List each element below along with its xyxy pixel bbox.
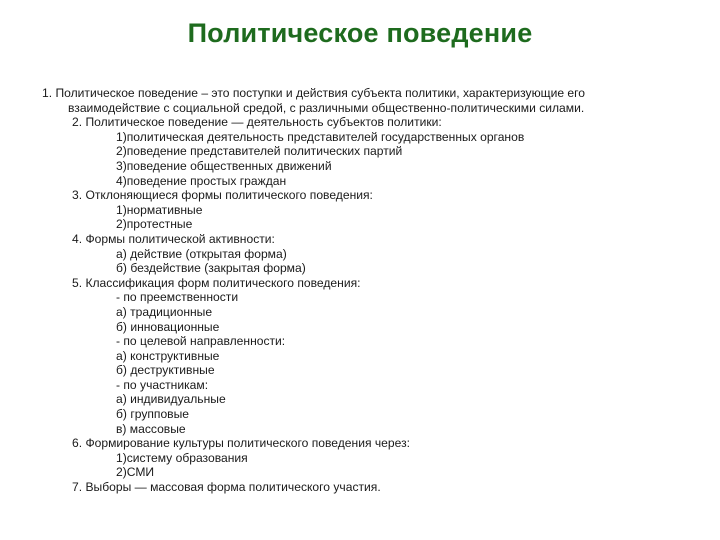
content-line: - по участникам:	[116, 377, 209, 392]
content-line: 2)СМИ	[116, 465, 155, 480]
content-line: 3. Отклоняющиеся формы политического поведения:	[72, 188, 373, 203]
content-line: 4. Формы политической активности:	[72, 231, 275, 246]
content-line: 5. Классификация форм политического поведения:	[72, 275, 361, 290]
content-line: в) массовые	[116, 421, 186, 436]
content-line: 1)нормативные	[116, 202, 203, 217]
content-line: 1)политическая деятельность представителей государственных органов	[116, 129, 525, 144]
content-line: а) действие (открытая форма)	[116, 246, 287, 261]
content-line: б) бездействие (закрытая форма)	[116, 261, 306, 276]
content-line: б) инновационные	[116, 319, 220, 334]
content-line: а) индивидуальные	[116, 392, 226, 407]
content-line: б) деструктивные	[116, 363, 215, 378]
content-line: а) традиционные	[116, 304, 213, 319]
content-line: 1)систему образования	[116, 450, 248, 465]
slide-title: Политическое поведение	[187, 18, 533, 48]
content-line: - по целевой направленности:	[116, 334, 286, 349]
content-line: взаимодействие с социальной средой, с различными общественно-политическими силами.	[68, 100, 585, 115]
content-line: 2)протестные	[116, 217, 193, 232]
content-line: 3)поведение общественных движений	[116, 158, 332, 173]
content-line: а) конструктивные	[116, 348, 220, 363]
content-line: 2. Политическое поведение — деятельность субъектов политики:	[72, 115, 442, 130]
content-line: 7. Выборы — массовая форма политического участия.	[72, 480, 381, 495]
content-line: 2)поведение представителей политических партий	[116, 144, 403, 159]
slide-content	[42, 86, 682, 495]
content-line: 4)поведение простых граждан	[116, 173, 287, 188]
content-line: б) групповые	[116, 407, 190, 422]
content-line: 1. Политическое поведение – это поступки и действия субъекта политики, характеризующие его	[42, 86, 586, 100]
content-line: - по преемственности	[116, 290, 239, 305]
content-line: 6. Формирование культуры политического поведения через:	[72, 436, 410, 451]
